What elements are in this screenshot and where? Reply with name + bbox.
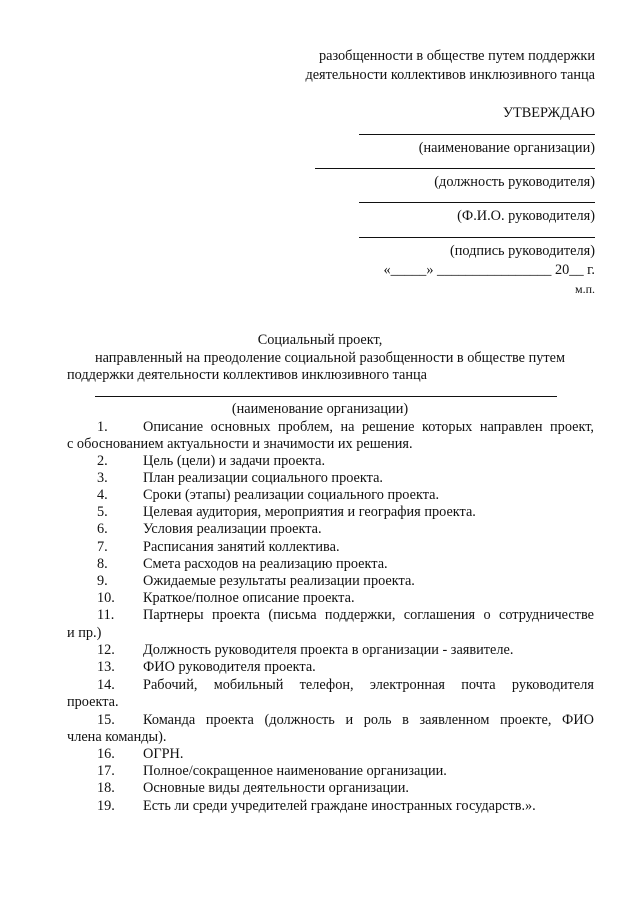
list-item-text: Полное/сокращенное наименование организации. xyxy=(143,763,447,779)
list-item-text: Смета расходов на реализацию проекта. xyxy=(143,556,388,572)
header-line-1: разобщенности в обществе путем поддержки xyxy=(318,48,595,64)
list-item-number: 14. xyxy=(97,677,115,693)
position-signature-rule xyxy=(315,168,595,169)
list-item-continuation: и пр.) xyxy=(67,625,102,641)
list-item-number: 16. xyxy=(97,746,115,762)
list-item-text: Условия реализации проекта. xyxy=(143,521,322,537)
project-subtitle-line-2: поддержки деятельности коллективов инклюзивного танца xyxy=(67,367,428,383)
list-item-text: Расписания занятий коллектива. xyxy=(143,539,340,555)
list-item-text: Команда проекта (должность и роль в заявленном проекте, ФИО xyxy=(143,712,594,728)
list-item-number: 8. xyxy=(97,556,108,572)
list-item-text: Партнеры проекта (письма поддержки, соглашения о сотрудничестве xyxy=(143,607,594,623)
approval-name-label: (Ф.И.О. руководителя) xyxy=(457,208,595,224)
list-item-text: Целевая аудитория, мероприятия и география проекта. xyxy=(143,504,476,520)
list-item-number: 11. xyxy=(97,607,115,623)
name-signature-rule xyxy=(359,202,595,203)
list-item-text: Есть ли среди учредителей граждане иностранных государств.». xyxy=(143,798,536,814)
approval-title: УТВЕРЖДАЮ xyxy=(502,105,595,121)
list-item-number: 1. xyxy=(97,419,108,435)
list-item-continuation: члена команды). xyxy=(67,729,167,745)
project-title: Социальный проект, xyxy=(257,332,383,348)
project-subtitle-line-1: направленный на преодоление социальной разобщенности в обществе путем xyxy=(95,350,566,366)
org-signature-rule xyxy=(359,134,595,135)
list-item-text: Краткое/полное описание проекта. xyxy=(143,590,355,606)
list-item-continuation: с обоснованием актуальности и значимости их решения. xyxy=(67,436,413,452)
list-item-number: 13. xyxy=(97,659,115,675)
list-item-number: 19. xyxy=(97,798,115,814)
list-item-text: Цель (цели) и задачи проекта. xyxy=(143,453,326,469)
list-item-text: ОГРН. xyxy=(143,746,184,762)
list-item-number: 17. xyxy=(97,763,115,779)
list-item-number: 15. xyxy=(97,712,115,728)
list-item-number: 4. xyxy=(97,487,108,503)
approval-org-label: (наименование организации) xyxy=(418,140,595,156)
list-item-text: Описание основных проблем, на решение которых направлен проект, xyxy=(143,419,594,435)
list-item-number: 9. xyxy=(97,573,108,589)
signature-rule xyxy=(359,237,595,238)
org-name-rule xyxy=(95,396,557,397)
list-item-text: Должность руководителя проекта в организации - заявителе. xyxy=(143,642,514,658)
stamp-label: м.п. xyxy=(574,282,595,296)
list-item-number: 10. xyxy=(97,590,115,606)
list-item-number: 18. xyxy=(97,780,115,796)
approval-date-line: «_____» ________________ 20__ г. xyxy=(383,262,595,278)
list-item-text: Основные виды деятельности организации. xyxy=(143,780,410,796)
list-item-text: Рабочий, мобильный телефон, электронная почта руководителя xyxy=(143,677,594,693)
list-item-text: Сроки (этапы) реализации социального проекта. xyxy=(143,487,440,503)
list-item-number: 2. xyxy=(97,453,108,469)
project-org-label: (наименование организации) xyxy=(231,401,409,417)
list-item-number: 12. xyxy=(97,642,115,658)
list-item-number: 6. xyxy=(97,521,108,537)
list-item-number: 7. xyxy=(97,539,108,555)
list-item-text: ФИО руководителя проекта. xyxy=(143,659,316,675)
list-item-continuation: проекта. xyxy=(67,694,119,710)
list-item-text: Ожидаемые результаты реализации проекта. xyxy=(143,573,415,589)
list-item-text: План реализации социального проекта. xyxy=(143,470,383,486)
approval-signature-label: (подпись руководителя) xyxy=(449,243,595,259)
header-line-2: деятельности коллективов инклюзивного танца xyxy=(305,67,595,83)
list-item-number: 3. xyxy=(97,470,108,486)
list-item-number: 5. xyxy=(97,504,108,520)
approval-position-label: (должность руководителя) xyxy=(434,174,595,190)
